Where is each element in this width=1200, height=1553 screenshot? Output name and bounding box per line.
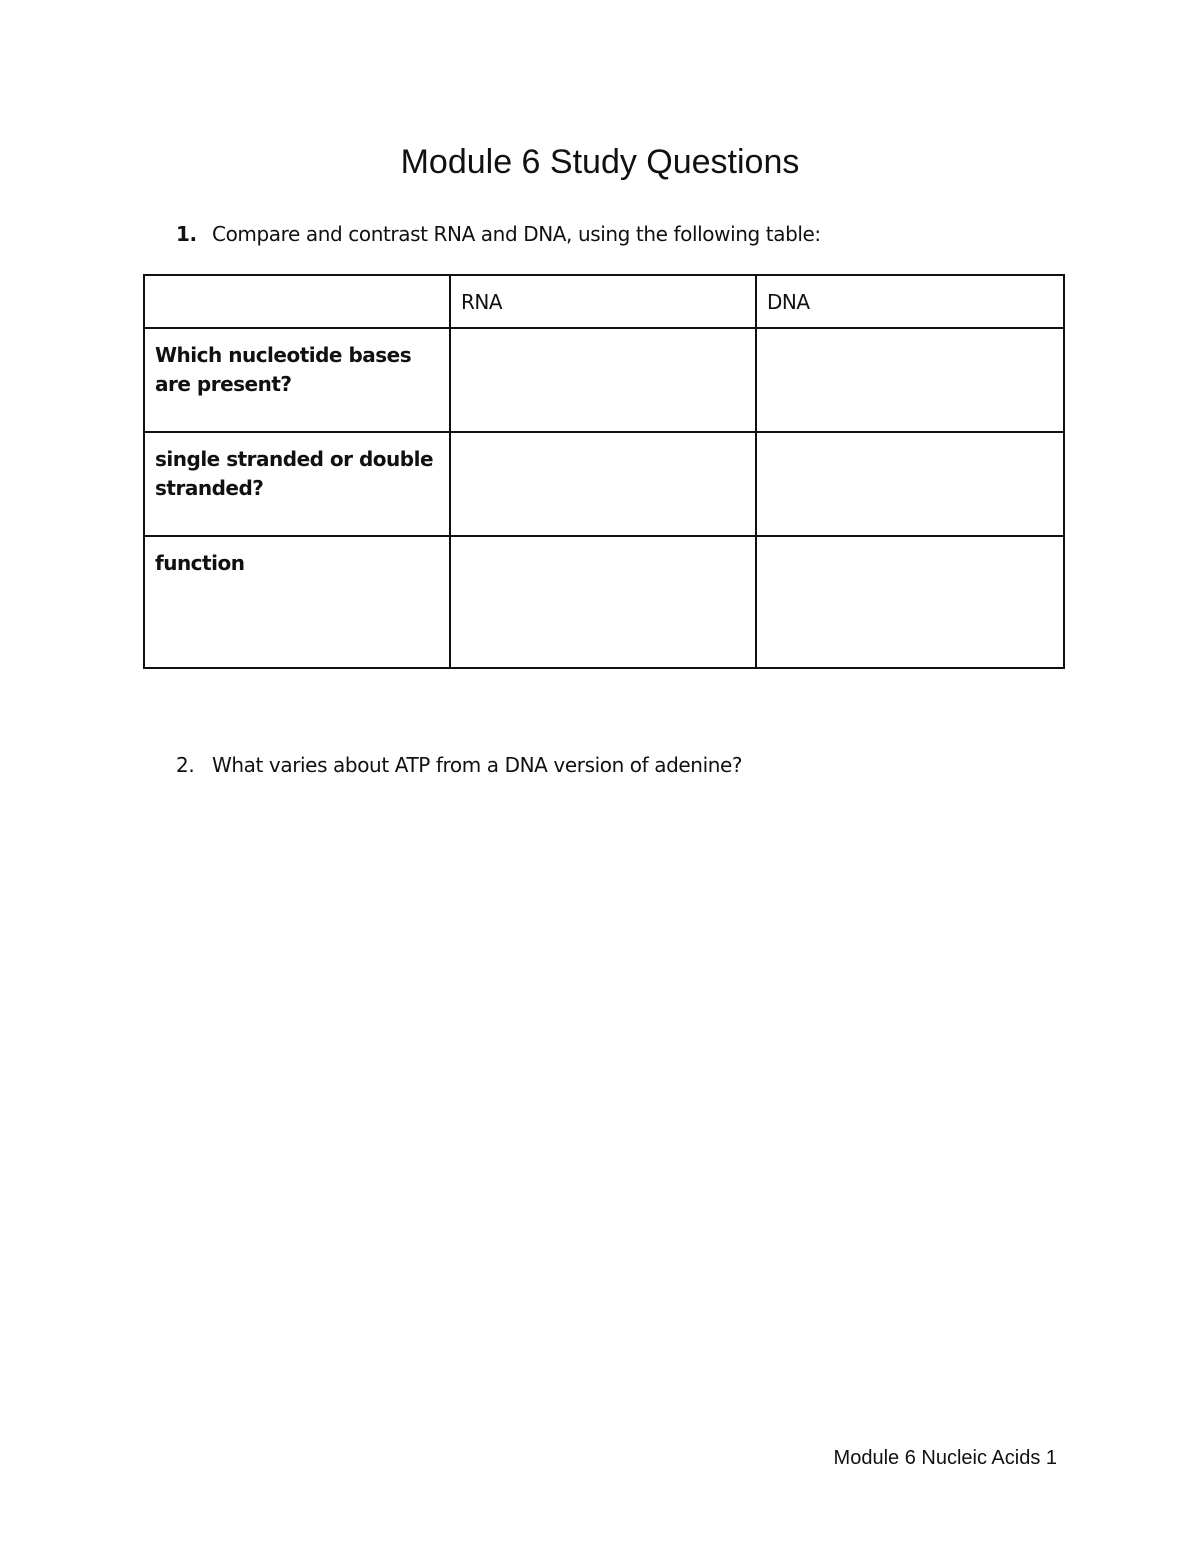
row-label-bases: Which nucleotide bases are present? xyxy=(144,328,450,432)
page-title: Module 6 Study Questions xyxy=(400,143,800,181)
row-label-strands: single stranded or double stranded? xyxy=(144,432,450,536)
question-text: Compare and contrast RNA and DNA, using the following table: xyxy=(212,222,821,246)
table-header-dna: DNA xyxy=(756,275,1064,328)
page-footer: Module 6 Nucleic Acids 1 xyxy=(833,1447,1057,1469)
question-number: 2. xyxy=(176,753,195,777)
table-row xyxy=(144,536,1064,668)
answer-cell-rna[interactable] xyxy=(450,328,756,432)
question-1 xyxy=(176,222,821,246)
table-row xyxy=(144,328,1064,432)
question-2 xyxy=(176,753,742,777)
table-header-cell xyxy=(144,275,450,328)
answer-cell-dna[interactable] xyxy=(756,432,1064,536)
question-text: What varies about ATP from a DNA version of adenine? xyxy=(212,753,743,777)
comparison-table xyxy=(143,274,1065,669)
table-header-rna: RNA xyxy=(450,275,756,328)
table-row xyxy=(144,432,1064,536)
question-number: 1. xyxy=(176,222,197,246)
answer-cell-rna[interactable] xyxy=(450,432,756,536)
answer-cell-dna[interactable] xyxy=(756,328,1064,432)
table-header-row xyxy=(144,275,1064,328)
row-label-function: function xyxy=(144,536,450,668)
answer-cell-dna[interactable] xyxy=(756,536,1064,668)
answer-cell-rna[interactable] xyxy=(450,536,756,668)
